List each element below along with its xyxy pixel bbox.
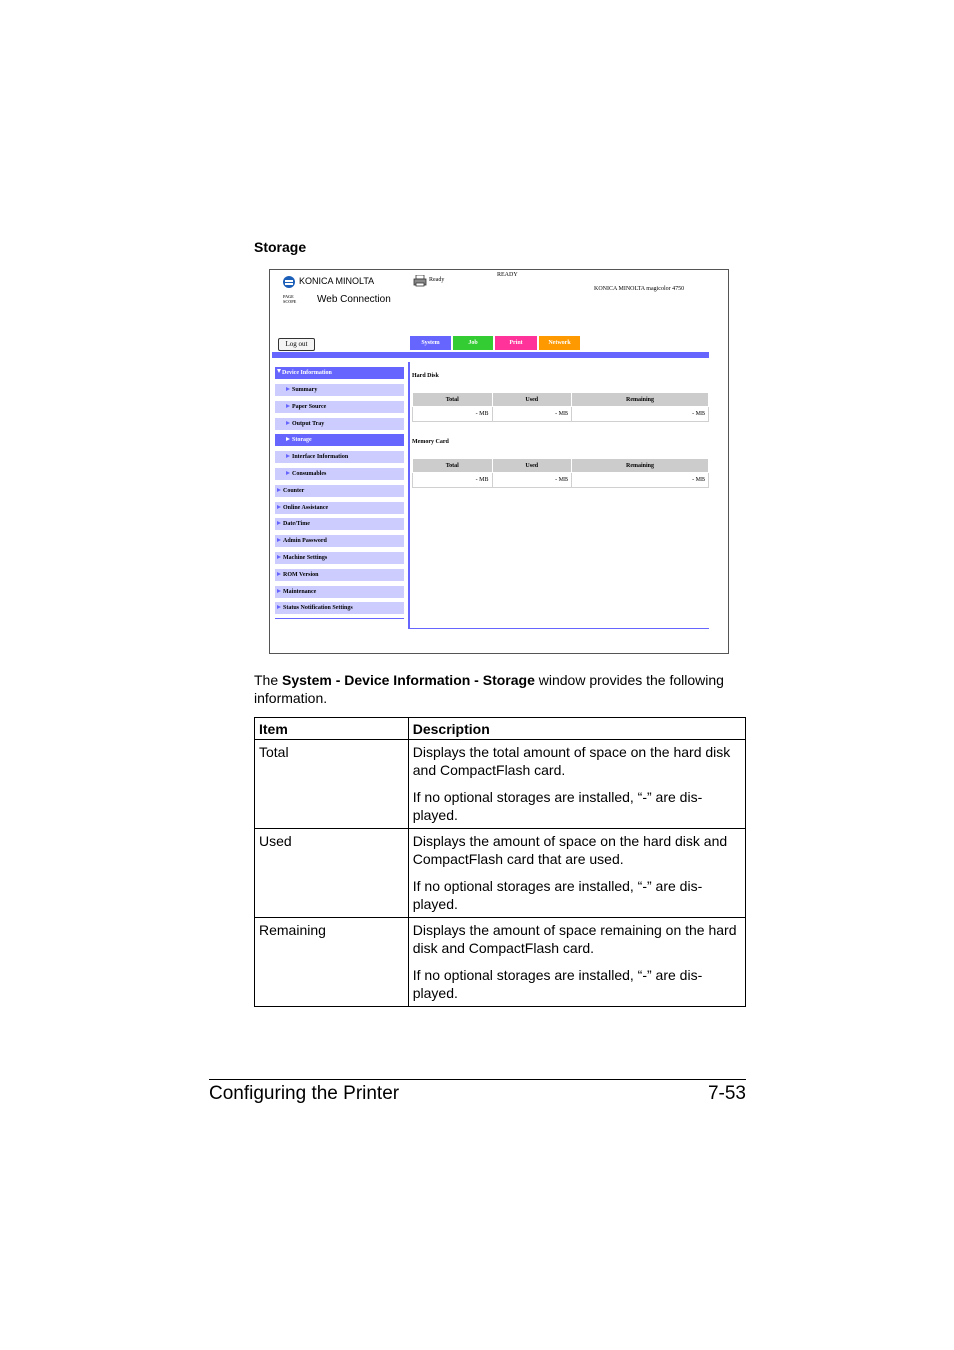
triangle-right-icon: [277, 555, 281, 559]
triangle-right-icon: [286, 454, 290, 458]
nav-divider: [275, 618, 404, 619]
nav-item-status-notification-settings[interactable]: Status Notification Settings: [275, 602, 404, 614]
printer-status-caps: READY: [497, 272, 518, 278]
web-connection-screenshot: [269, 269, 729, 654]
nav-item-output-tray[interactable]: Output Tray: [275, 418, 404, 430]
printer-model: KONICA MINOLTA magicolor 4750: [594, 286, 685, 292]
printer-status-text: Ready: [429, 277, 445, 283]
brand-name: KONICA MINOLTA: [299, 276, 375, 286]
footer-chapter-title: Configuring the Printer: [209, 1083, 400, 1104]
nav-item-consumables[interactable]: Consumables: [275, 468, 404, 480]
table-row: [255, 740, 746, 829]
triangle-right-icon: [277, 572, 281, 576]
nav-item-interface-information[interactable]: Interface Information: [275, 451, 404, 463]
nav-item-rom-version[interactable]: ROM Version: [275, 569, 404, 581]
row-item: Total: [255, 740, 409, 829]
row-item: Used: [255, 829, 409, 918]
triangle-right-icon: [277, 505, 281, 509]
tab-print[interactable]: Print: [495, 336, 537, 350]
content-bottom-line: [408, 628, 709, 629]
section-title: Storage: [254, 239, 307, 255]
hard-disk-total-value: - MB: [413, 407, 493, 422]
hard-disk-heading: Hard Disk: [412, 373, 439, 379]
triangle-right-icon: [277, 589, 281, 593]
memory-card-header-used: Used: [492, 459, 572, 473]
intro-window-path: System - Device Information - Storage: [282, 672, 535, 688]
intro-paragraph: The System - Device Information - Storage window provides the following information.: [254, 672, 724, 706]
printer-status-icon: [413, 275, 427, 287]
header-item: Item: [255, 718, 409, 740]
row-description: Displays the total amount of space on the hard disk and CompactFlash card. If no optional storages are installed, “-” are dis-played.: [408, 740, 745, 829]
konica-minolta-logo-icon: [283, 276, 295, 288]
hard-disk-used-value: - MB: [492, 407, 572, 422]
memory-card-total-value: - MB: [413, 473, 493, 488]
nav-item-counter[interactable]: Counter: [275, 485, 404, 497]
hard-disk-header-total: Total: [413, 393, 493, 407]
memory-card-header-remaining: Remaining: [572, 459, 709, 473]
triangle-right-icon: [286, 471, 290, 475]
nav-item-summary[interactable]: Summary: [275, 384, 404, 396]
triangle-right-icon: [286, 387, 290, 391]
triangle-right-icon: [277, 488, 281, 492]
footer-page-number: 7-53: [707, 1083, 746, 1104]
nav-item-admin-password[interactable]: Admin Password: [275, 535, 404, 547]
triangle-right-icon: [286, 404, 290, 408]
nav-separator: [408, 362, 410, 628]
triangle-down-icon: [277, 369, 281, 373]
triangle-right-icon: [277, 521, 281, 525]
header-bar: [272, 352, 709, 358]
memory-card-used-value: - MB: [492, 473, 572, 488]
table-header-row: [255, 718, 746, 740]
memory-card-remaining-value: - MB: [572, 473, 709, 488]
triangle-right-icon: [286, 437, 290, 441]
nav-item-machine-settings[interactable]: Machine Settings: [275, 552, 404, 564]
triangle-right-icon: [277, 605, 281, 609]
table-row: [255, 829, 746, 918]
page-scope-logo: PAGE SCOPE: [283, 294, 297, 304]
tab-network[interactable]: Network: [539, 336, 580, 350]
tab-system[interactable]: System: [410, 336, 451, 350]
hard-disk-table: [412, 392, 709, 422]
hard-disk-header-remaining: Remaining: [572, 393, 709, 407]
nav-item-paper-source[interactable]: Paper Source: [275, 401, 404, 413]
memory-card-heading: Memory Card: [412, 439, 449, 445]
product-name: Web Connection: [317, 294, 391, 305]
description-table: [254, 717, 746, 1007]
nav-item-maintenance[interactable]: Maintenance: [275, 586, 404, 598]
header-description: Description: [408, 718, 745, 740]
logout-button[interactable]: Log out: [278, 338, 315, 351]
tab-job[interactable]: Job: [453, 336, 493, 350]
row-item: Remaining: [255, 918, 409, 1007]
memory-card-header-total: Total: [413, 459, 493, 473]
triangle-right-icon: [286, 421, 290, 425]
nav-item-storage[interactable]: Storage: [275, 434, 404, 446]
triangle-right-icon: [277, 538, 281, 542]
row-description: Displays the amount of space remaining on the hard disk and CompactFlash card. If no optional storages are installed, “-” are dis-played.: [408, 918, 745, 1007]
table-row: [255, 918, 746, 1007]
hard-disk-remaining-value: - MB: [572, 407, 709, 422]
nav-item-online-assistance[interactable]: Online Assistance: [275, 502, 404, 514]
nav-item-date-time[interactable]: Date/Time: [275, 518, 404, 530]
hard-disk-header-used: Used: [492, 393, 572, 407]
row-description: Displays the amount of space on the hard disk and CompactFlash card that are used. If no optional storages are installed, “-” are dis-played.: [408, 829, 745, 918]
memory-card-table: [412, 458, 709, 488]
footer-rule: [209, 1079, 746, 1080]
nav-item-device-information[interactable]: Device Information: [275, 367, 404, 379]
